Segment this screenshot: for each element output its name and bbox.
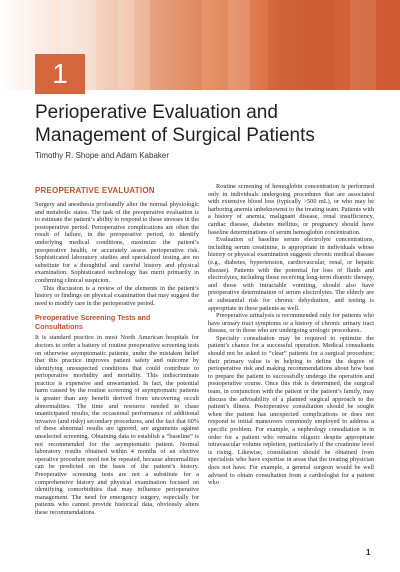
subsection-heading: Preoperative Screening Tests and Consultations xyxy=(35,313,151,332)
chapter-title: Perioperative Evaluation and Management of Surgical Patients xyxy=(35,102,315,146)
body-paragraph: It is standard practice in most North American hospitals for doctors to order a battery of routine preoperative screening tests on otherwise asymptomatic patients, under the mistaken belief that this practice improves patient safety and outcome by identifying unsuspected conditions that could contribute to perioperative morbidity and mortality. This indiscriminate practice is expensive and unwarranted. In fact, the potential harm caused by the routine screening of asymptomatic patients is greater than any benefit derived from uncovering occult abnormalities. The time and resource needed to chase unanticipated results, the occasional performance of additional invasive (and risky) secondary procedures, and the fact that 60% of these abnormal results are ignored, are arguments against unselected screening. Obtaining data to establish a “baseline” is not recommended for the asymptomatic patient. Normal laboratory results obtained within 4 months of an elective operative procedure need not be repeated, because abnormalities can be predicted on the basis of the patient’s history. Preoperative screening tests are not a substitute for a comprehensive history and physical examination focused on identifying comorbidities that may influence perioperative management. The need for emergency surgery, especially for patients who cannot provide historical data, obviously alters these recommendations. xyxy=(35,334,199,516)
chapter-authors: Timothy R. Shope and Adam Kabaker xyxy=(35,151,169,160)
body-paragraph: Surgery and anesthesia profoundly alter the normal physiologic and metabolic states. The task of the preoperative evaluation is to estimate the patient’s ability to respond to these stresses in the postoperative period. Perioperative complications are often the result of failure, in the preoperative period, to identify underlying medical conditions, maximize the patient’s preoperative health, or accurately assess perioperative risk. Sophisticated laboratory studies and specialized testing are no substitute for a thoughtful and careful history and physical examination. Sophisticated technology has merit primarily in confirming clinical suspicion. xyxy=(35,201,199,284)
body-paragraph: This discussion is a review of the elements in the patient’s history or findings on physical examination that may suggest the need to modify care in the perioperative period. xyxy=(35,284,199,307)
body-paragraph: Routine screening of hemoglobin concentration is performed only in individuals undergoing procedures that are associated with extensive blood loss (typically >500 mL), or who may be harboring anemia unbeknownst to the treating team. Patients with a history of anemia, malignant disease, renal insufficiency, cardiac disease, diabetes mellitus, or pregnancy should have baseline determinations of serum hemoglobin concentration. xyxy=(208,183,374,236)
banner-stripe xyxy=(268,0,334,90)
page-number: 1 xyxy=(366,548,371,557)
banner-stripe xyxy=(118,0,134,90)
banner-stripe xyxy=(228,0,250,90)
banner-stripe xyxy=(350,0,376,90)
right-column xyxy=(208,183,374,487)
section-heading: PREOPERATIVE EVALUATION xyxy=(35,186,155,195)
chapter-number: 1 xyxy=(35,54,85,94)
body-paragraph: Evaluation of baseline serum electrolyte concentrations, including serum creatinine, is appropriate in individuals whose history or physical examination suggests chronic medical disease (e.g., diabetes, hypertension, cardiovascular, renal, or hepatic disease). Patients with the potential for loss of fluids and electrolytes, including those receiving long-term diuretic therapy, and those with intractable vomiting, should also have preoperative determination of serum electrolytes. The elderly are at substantial risk for chronic dehydration, and testing is appropriate in these patients as well. xyxy=(208,236,374,312)
banner-stripe xyxy=(150,0,202,90)
body-paragraph: Preoperative urinalysis is recommended only for patients who have urinary tract symptoms or a history of chronic urinary tract disease, or in those who are undergoing urologic procedures. xyxy=(208,312,374,335)
body-paragraph: Specialty consultation may be required to optimize the patient’s chance for a successful operation. Medical consultants should not be asked to “clear” patients for a surgical procedure; their primary value is in helping to define the degree of perioperative risk and making recommendations about how best to prepare the patient to successfully undergo the operation and postoperative course. Once this risk is determined, the surgical team, in conjunction with the patient or the patient’s family, may discuss the advisability of a planned surgical approach to the patient’s illness. Postoperative consultation should be sought when the patient has unexpected complications or does not respond to initial maneuvers commonly employed to address a specific problem. For example, a nephrology consultation is in order for a patient who remains oliguric despite appropriate intravascular volume repletion, particularly if the creatinine level is rising. Likewise, consultation should be obtained from specialists who have expertise in areas that the treating physician does not have. For example, a general surgeon would be well advised to obtain consultation from a cardiologist for a patient who xyxy=(208,334,374,487)
left-column xyxy=(35,186,199,517)
